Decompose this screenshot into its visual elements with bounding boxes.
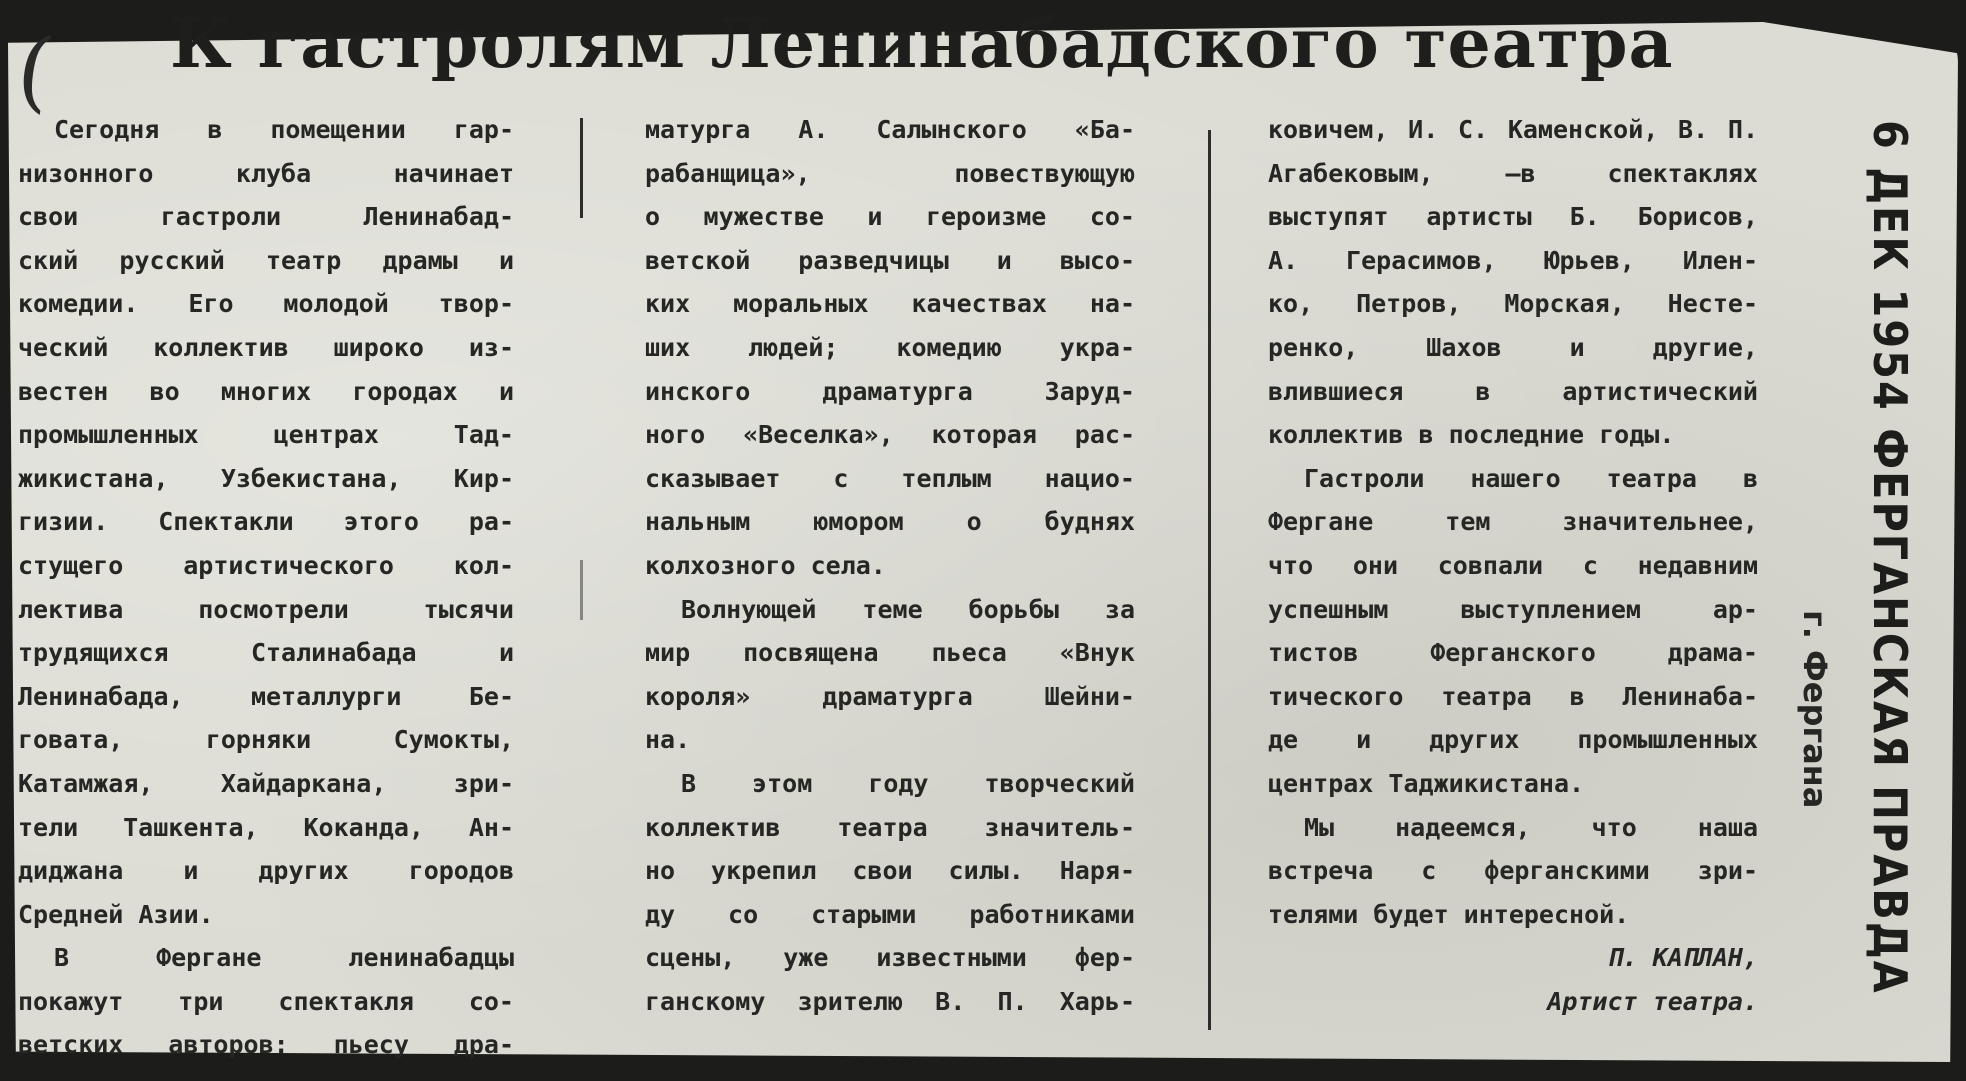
article-text-line: Ленинабада, металлурги Бе- xyxy=(18,681,514,711)
article-text-line: колхозного села. xyxy=(645,550,886,580)
article-text-line: промышленных центрах Тад- xyxy=(18,420,514,450)
article-text-line: мир посвящена пьеса «Внук xyxy=(645,638,1135,668)
article-text-line: А. Герасимов, Юрьев, Илен- xyxy=(1268,245,1758,275)
article-column-1 xyxy=(18,108,514,1067)
newspaper-city-stamp xyxy=(1790,610,1840,870)
article-text-line: короля» драматурга Шейни- xyxy=(645,681,1135,711)
article-text-line: говата, горняки Сумокты, xyxy=(18,725,514,755)
article-text-line: диджана и других городов xyxy=(18,856,514,886)
article-text-line: В Фергане ленинабадцы xyxy=(54,943,514,973)
article-text-line: лектива посмотрели тысячи xyxy=(18,594,514,624)
article-text-line: Средней Азии. xyxy=(18,899,214,929)
article-text-line: жикистана, Узбекистана, Кир- xyxy=(18,463,514,493)
article-text-line: ких моральных качествах на- xyxy=(645,289,1135,319)
column-rule-1 xyxy=(580,118,583,218)
article-text-line: тического театра в Ленинаба- xyxy=(1268,681,1758,711)
article-text-line: но укрепил свои силы. Наря- xyxy=(645,856,1135,886)
article-text-line: покажут три спектакля со- xyxy=(18,986,514,1016)
article-text-line: тели Ташкента, Коканда, Ан- xyxy=(18,812,514,842)
stamp-city-text: г. Фергана xyxy=(1796,610,1834,809)
article-text-line: Сегодня в помещении гар- xyxy=(54,115,514,144)
article-text-line: успешным выступлением ар- xyxy=(1268,594,1758,624)
article-text-line: Гастроли нашего театра в xyxy=(1304,463,1758,493)
article-text-line: коллектив в последние годы. xyxy=(1268,420,1675,450)
article-text-line: гизии. Спектакли этого ра- xyxy=(18,507,514,537)
article-text-line: телями будет интересной. xyxy=(1268,899,1630,929)
article-text-line: В этом году творческий xyxy=(681,768,1135,798)
article-text-line: рабанщица», повествующую xyxy=(645,158,1135,188)
article-column-2 xyxy=(645,108,1135,1023)
article-text-line: влившиеся в артистический xyxy=(1268,376,1758,406)
article-text-line: комедии. Его молодой твор- xyxy=(18,289,514,319)
article-text-line: ветских авторов: пьесу дра- xyxy=(18,1030,514,1060)
article-text-line: Фергане тем значительнее, xyxy=(1268,507,1758,537)
article-text-line: тистов Ферганского драма- xyxy=(1268,638,1758,668)
article-text-line: Агабековым, —в спектаклях xyxy=(1268,158,1758,188)
article-text-line: центрах Таджикистана. xyxy=(1268,768,1585,798)
column-rule-2 xyxy=(1208,130,1211,1030)
newspaper-date-stamp xyxy=(1855,120,1925,995)
article-text-line: ко, Петров, Морская, Несте- xyxy=(1268,289,1758,319)
article-text-line: Мы надеемся, что наша xyxy=(1304,812,1758,842)
article-text-line: на. xyxy=(645,725,691,755)
stamp-main-text: 6 ДЕК 1954 ФЕРГАНСКАЯ ПРАВДА xyxy=(1863,120,1917,995)
article-text-line: низонного клуба начинает xyxy=(18,158,514,188)
article-text-line: матурга А. Салынского «Ба- xyxy=(645,115,1135,144)
column-rule-1b xyxy=(580,560,583,620)
article-text-line: ного «Веселка», которая рас- xyxy=(645,420,1135,450)
article-text-line: ганскому зрителю В. П. Харь- xyxy=(645,986,1135,1016)
article-text-line: ковичем, И. С. Каменской, В. П. xyxy=(1268,115,1758,144)
article-text-line: сказывает с теплым нацио- xyxy=(645,463,1135,493)
article-text-line: выступят артисты Б. Борисов, xyxy=(1268,202,1758,232)
article-text-line: свои гастроли Ленинабад- xyxy=(18,202,514,232)
article-text-line: что они совпали с недавним xyxy=(1268,550,1758,580)
article-text-line: встреча с ферганскими зри- xyxy=(1268,856,1758,886)
article-text-line: сцены, уже известными фер- xyxy=(645,943,1135,973)
article-text-line: ду со старыми работниками xyxy=(645,899,1135,929)
article-text-line: инского драматурга Заруд- xyxy=(645,376,1135,406)
article-headline: К гастролям Ленинабадского театра xyxy=(170,4,1674,84)
article-text-line: коллектив театра значитель- xyxy=(645,812,1135,842)
article-text-line: вестен во многих городах и xyxy=(18,376,514,406)
article-text-line: трудящихся Сталинабада и xyxy=(18,638,514,668)
article-text-line: нальным юмором о буднях xyxy=(645,507,1135,537)
article-column-3 xyxy=(1268,108,1758,1023)
article-text-line: Катамжая, Хайдаркана, зри- xyxy=(18,768,514,798)
article-text-line: ческий коллектив широко из- xyxy=(18,332,514,362)
article-text-line: ветской разведчицы и высо- xyxy=(645,245,1135,275)
pencil-bracket-mark: ( xyxy=(10,16,60,123)
article-text-line: де и других промышленных xyxy=(1268,725,1758,755)
article-text-line: ский русский театр драмы и xyxy=(18,245,514,275)
article-text-line: ших людей; комедию укра- xyxy=(645,332,1135,362)
article-text-line: Волнующей теме борьбы за xyxy=(681,594,1135,624)
article-text-line: Артист театра. xyxy=(1547,986,1758,1016)
article-text-line: П. КАПЛАН, xyxy=(1607,943,1758,973)
article-text-line: стущего артистического кол- xyxy=(18,550,514,580)
article-text-line: о мужестве и героизме со- xyxy=(645,202,1135,232)
article-text-line: ренко, Шахов и другие, xyxy=(1268,332,1758,362)
